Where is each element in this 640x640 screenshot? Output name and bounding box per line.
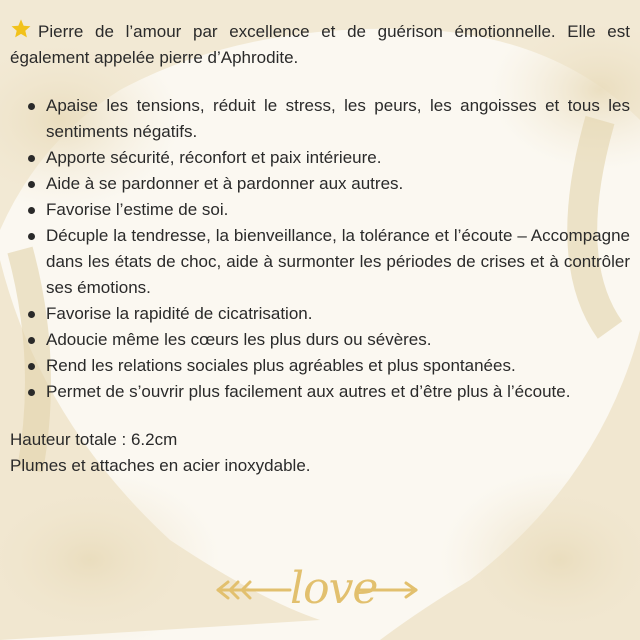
list-item: Rend les relations sociales plus agréables et plus spontanées. <box>46 353 630 379</box>
list-item: Favorise l’estime de soi. <box>46 197 630 223</box>
intro-text: Pierre de l’amour par excellence et de guérison émotionnelle. Elle est également appelée pierre d’Aphrodite. <box>10 22 630 67</box>
list-item: Favorise la rapidité de cicatrisation. <box>46 301 630 327</box>
list-item: Décuple la tendresse, la bienveillance, la tolérance et l’écoute – Accompagne dans les états de choc, aide à surmonter les périodes de crises et à contrôler ses émotions. <box>46 223 630 301</box>
list-item: Adoucie même les cœurs les plus durs ou sévères. <box>46 327 630 353</box>
list-item: Apporte sécurité, réconfort et paix intérieure. <box>46 145 630 171</box>
product-description <box>10 18 630 479</box>
benefits-list <box>10 93 630 405</box>
intro-paragraph <box>10 18 630 71</box>
height-spec: Hauteur totale : 6.2cm <box>10 430 178 449</box>
list-item: Apaise les tensions, réduit le stress, les peurs, les angoisses et tous les sentiments négatifs. <box>46 93 630 145</box>
material-spec: Plumes et attaches en acier inoxydable. <box>10 456 311 475</box>
love-script: love <box>290 563 378 614</box>
list-item: Permet de s’ouvrir plus facilement aux autres et d’être plus à l’écoute. <box>46 379 630 405</box>
list-item: Aide à se pardonner et à pardonner aux autres. <box>46 171 630 197</box>
product-specs <box>10 427 630 479</box>
star-icon <box>10 18 32 40</box>
